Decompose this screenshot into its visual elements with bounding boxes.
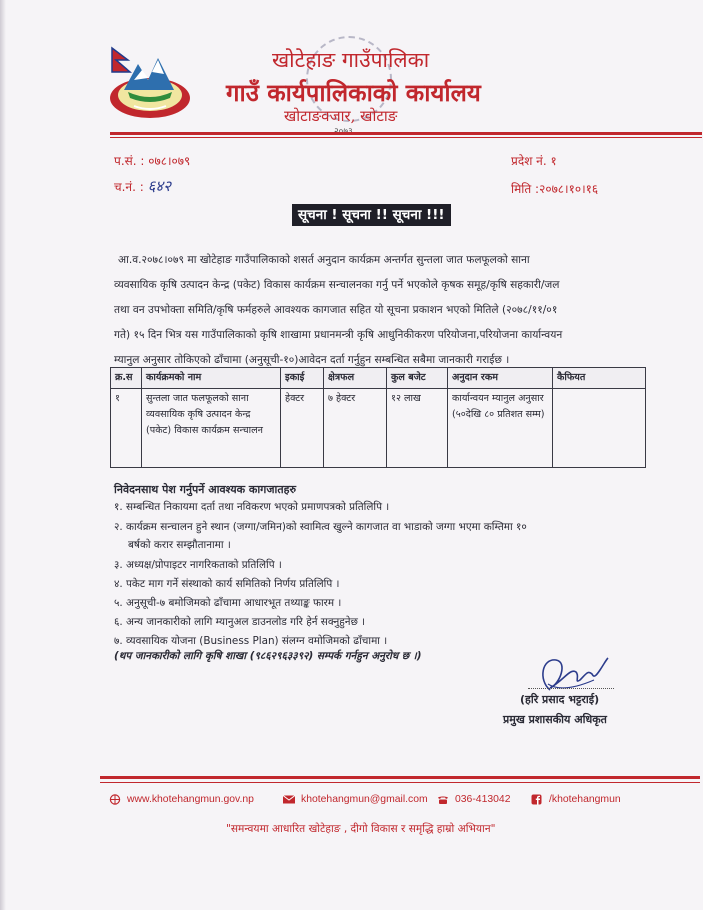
body-line: गते) १५ दिन भित्र यस गाउँपालिकाको कृषि शाखामा प्रधानमन्त्री कृषि आधुनिकीकरण परियोजना,परियोजना कार्यान्वयन: [114, 329, 563, 341]
table-header-row: [111, 368, 646, 389]
body-line: आ.व.२०७८।०७९ मा खोटेहाङ गाउँपालिकाको शसर्त अनुदान कार्यक्रम अन्तर्गत सुन्तला जात फलफूलको साना: [118, 254, 530, 266]
facebook-text: /khotehangmun: [549, 794, 621, 805]
table-row: [111, 389, 646, 468]
contact-note: (थप जानकारीको लागि कृषि शाखा (९८६२९६३३९२) सम्पर्क गर्नहुन अनुरोध छ ।): [114, 650, 422, 662]
signatory-post: प्रमुख प्रशासकीय अधिकृत: [503, 713, 607, 726]
reference-number: प.सं. : ०७८।०७९: [114, 154, 191, 168]
requirement-item: ४. पकेट माग गर्ने संस्थाको कार्य समितिको निर्णय प्रतिलिपि ।: [114, 578, 340, 590]
header-rule: [110, 132, 702, 135]
footer-email: [282, 794, 428, 805]
requirements-heading: निवेदनसाथ पेश गर्नुपर्ने आवश्यक कागजातहरु: [114, 483, 297, 496]
email-text: khotehangmun@gmail.com: [301, 794, 428, 805]
office-address: खोटाङवजार, खोटाङ: [284, 107, 398, 125]
cell-sn: १: [111, 389, 142, 468]
cell-program: सुन्तला जात फलफूलको साना व्यवसायिक कृषि उत्पादन केन्द्र (पकेट) विकास कार्यक्रम सन्चालन: [142, 389, 281, 468]
body-line: व्यवसायिक कृषि उत्पादन केन्द्र (पकेट) विकास कार्यक्रम सन्चालनका गर्नु पर्ने भएकोले कृषक समूह/कृषि सहकारी/जल: [114, 279, 560, 291]
email-icon: [282, 794, 296, 805]
cell-budget: १२ लाख: [387, 389, 448, 468]
col-header-program: कार्यक्रमको नाम: [142, 368, 281, 389]
col-header-grant: अनुदान रकम: [448, 368, 553, 389]
letter-date: मिति :२०७८।१०।१६: [511, 182, 599, 196]
municipality-name: खोटेहाङ गाउँपालिका: [272, 48, 430, 72]
scan-edge: [0, 0, 6, 910]
dispatch-number: [114, 176, 171, 196]
header-rule-thin: [110, 137, 702, 138]
signature-line: [528, 688, 614, 689]
col-header-unit: इकाई: [281, 368, 324, 389]
col-header-sn: क्र.स: [111, 368, 142, 389]
col-header-remarks: कैफियत: [553, 368, 646, 389]
website-text: www.khotehangmun.gov.np: [127, 794, 254, 805]
program-table: [110, 367, 646, 468]
requirement-item-continued: बर्षको करार सम्झौतानामा ।: [128, 539, 231, 551]
cell-grant: कार्यान्वयन म्यानुल अनुसार (५०देखि ८० प्रतिशत सम्म): [448, 389, 553, 468]
phone-icon: [436, 794, 450, 805]
footer-slogan: "समन्वयमा आधारित खोटेहाङ , दीगो विकास र समृद्धि हाम्रो अभियान": [226, 823, 496, 835]
dispatch-handwritten-number: ६४२: [147, 177, 172, 195]
notice-body: [114, 248, 584, 373]
signatory-name: (हरि प्रसाद भट्टराई): [520, 693, 600, 706]
nepal-emblem-icon: [104, 40, 196, 122]
office-name: गाउँ कार्यपालिकाको कार्यालय: [226, 78, 481, 107]
requirement-item: ३. अध्यक्ष/प्रोपाइटर नागरिकताको प्रतिलिपि ।: [114, 559, 282, 571]
footer-rule-thin: [100, 782, 700, 783]
footer-rule: [100, 776, 700, 779]
province-number: प्रदेश नं. १: [511, 154, 557, 168]
requirement-item: २. कार्यक्रम सन्चालन हुने स्थान (जग्गा/जमिन)को स्वामित्व खुल्ने कागजात वा भाडाको जग्गा भएमा कम्तिमा १०: [114, 521, 527, 533]
footer-website: [108, 794, 254, 805]
body-line: म्यानुल अनुसार तोकिएको ढाँचामा (अनुसूची-१०)आवेदन दर्ता गर्नुहुन सम्बन्धित सबैमा जानकारी गराईछ ।: [114, 354, 510, 366]
requirement-item: ५. अनुसूची-७ बमोजिमको ढाँचामा आधारभूत तथ्याङ्क फारम ।: [114, 597, 342, 609]
dispatch-label: च.नं. :: [114, 180, 144, 194]
body-line: तथा वन उपभोक्ता समिति/कृषि फर्महरुले आवश्यक कागजात सहित यो सूचना प्रकाशन भएको मितिले (२०७८/११/०१: [114, 304, 558, 316]
cell-unit: हेक्टर: [281, 389, 324, 468]
signature-image: [520, 650, 612, 698]
requirement-item: ७. व्यवसायिक योजना (Business Plan) संलग्न वमोजिमको ढाँचामा ।: [114, 635, 388, 647]
col-header-area: क्षेत्रफल: [324, 368, 387, 389]
cell-area: ७ हेक्टर: [324, 389, 387, 468]
cell-remarks: [553, 389, 646, 468]
facebook-icon: [530, 794, 544, 805]
col-header-budget: कुल बजेट: [387, 368, 448, 389]
phone-text: 036-413042: [455, 794, 511, 805]
footer-phone: [436, 794, 510, 805]
notice-title: सूचना ! सूचना !! सूचना !!!: [292, 204, 451, 226]
globe-icon: [108, 794, 122, 805]
requirement-item: १. सम्बन्धित निकायमा दर्ता तथा नविकरण भएको प्रमाणपत्रको प्रतिलिपि ।: [114, 501, 390, 513]
footer-facebook: [530, 794, 621, 805]
requirement-item: ६. अन्य जानकारीको लागि म्यानुअल डाउनलोड गरि हेर्न सक्नुहुनेछ ।: [114, 616, 366, 628]
